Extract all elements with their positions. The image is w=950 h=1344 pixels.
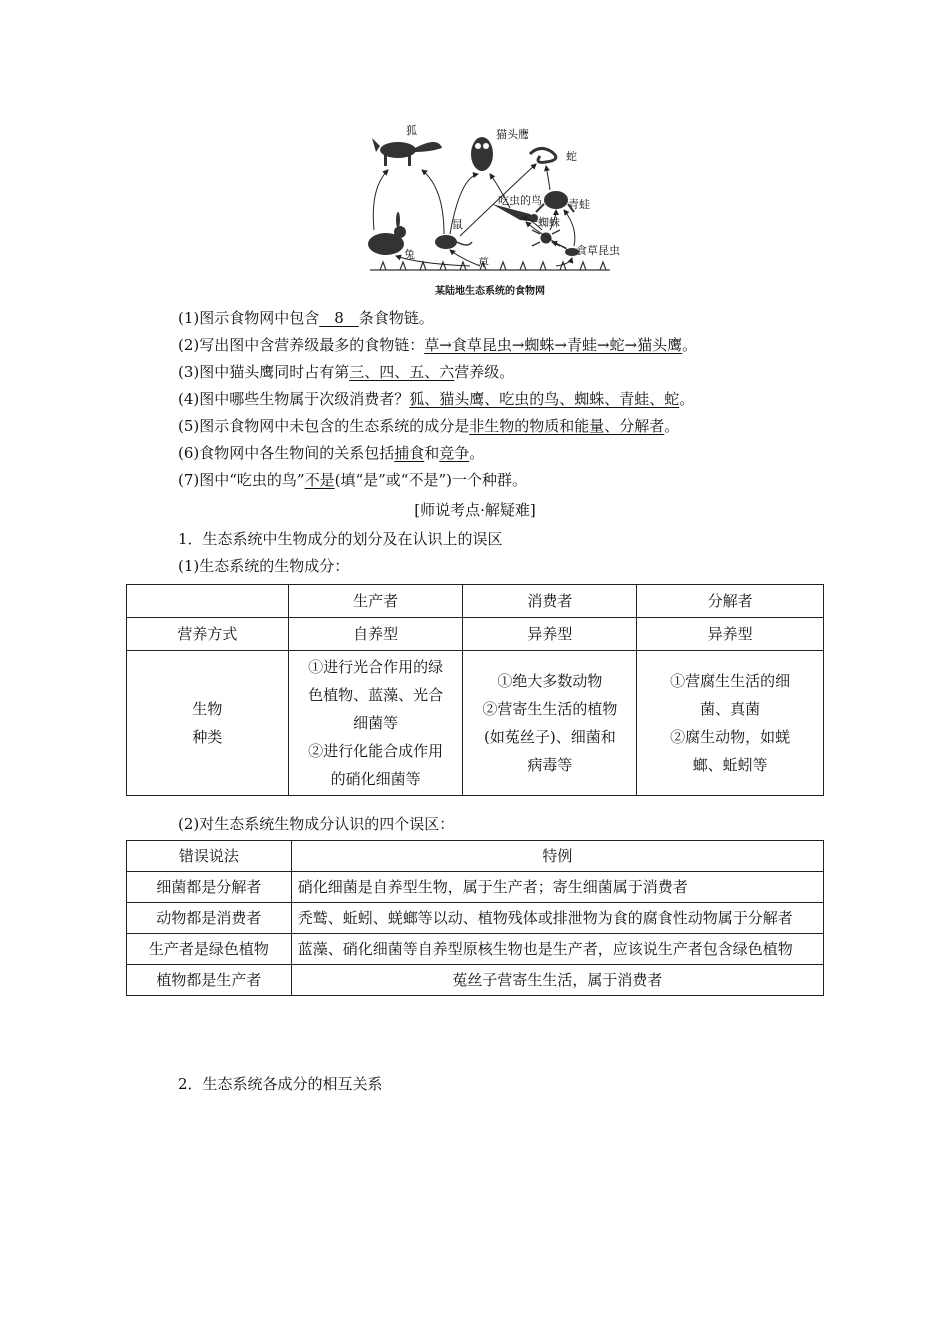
cell-line: ①绝大多数动物	[497, 672, 603, 690]
question-3	[178, 361, 514, 383]
table-header-row	[127, 585, 824, 618]
section-title: [师说考点·解疑难]	[414, 501, 536, 519]
grass-icon	[370, 262, 610, 270]
label-owl: 猫头鹰	[496, 128, 529, 141]
table-cell: 细菌都是分解者	[127, 872, 292, 903]
misconceptions-table	[126, 840, 824, 996]
heading-2: 2．生态系统各成分的相互关系	[178, 1075, 383, 1093]
question-text: 。	[679, 390, 695, 408]
table-row	[127, 903, 824, 934]
answer: 8	[319, 309, 359, 327]
cell-line: 病毒等	[527, 756, 573, 774]
question-text: 。	[469, 444, 485, 462]
table-cell: 分解者	[637, 585, 824, 618]
question-text: (2)写出图中含营养级最多的食物链：	[178, 336, 425, 354]
answer: 狐、猫头鹰、吃虫的鸟、蜘蛛、青蛙、蛇	[409, 390, 680, 408]
answer: 捕食	[394, 444, 425, 462]
table-cell: 硝化细菌是自养型生物，属于生产者；寄生细菌属于消费者	[291, 872, 823, 903]
subheading-2: (2)对生态系统生物成分认识的四个误区：	[178, 815, 455, 833]
table-cell	[127, 651, 289, 796]
table-cell: 自养型	[288, 618, 463, 651]
cell-line: 细菌等	[353, 714, 399, 732]
question-text: 。	[664, 417, 680, 435]
table-cell: 错误说法	[127, 841, 292, 872]
table-row	[127, 934, 824, 965]
table-cell: 特例	[291, 841, 823, 872]
cell-line: ②营寄生生活的植物	[482, 700, 618, 718]
mouse-icon	[435, 235, 472, 249]
cell-line: ②进行化能合成作用	[308, 742, 444, 760]
cell-line: ①进行光合作用的绿	[308, 658, 444, 676]
question-5	[178, 415, 679, 437]
cell-line: 螂、蚯蚓等	[692, 756, 768, 774]
question-text: (7)图中“吃虫的鸟”	[178, 471, 305, 489]
label-bird: 吃虫的鸟	[498, 194, 542, 207]
table-cell: 生产者是绿色植物	[127, 934, 292, 965]
question-text: 营养级。	[454, 363, 515, 381]
question-text: (6)食物网中各生物间的关系包括	[178, 444, 395, 462]
question-text: (4)图中哪些生物属于次级消费者？	[178, 390, 410, 408]
food-web-diagram	[360, 118, 620, 308]
table-cell: 营养方式	[127, 618, 289, 651]
cell-line: (如菟丝子)、细菌和	[484, 728, 616, 746]
table-header-row	[127, 841, 824, 872]
fox-icon	[372, 138, 442, 166]
biotic-components-table	[126, 584, 824, 796]
row-label: 生物	[192, 700, 223, 718]
row-label: 种类	[192, 728, 223, 746]
question-text: (1)图示食物网中包含	[178, 309, 320, 327]
decomposer-cell	[637, 651, 824, 796]
heading-1: 1．生态系统中生物成分的划分及在认识上的误区	[178, 530, 503, 548]
answer: 不是	[304, 471, 335, 489]
cell-line: 的硝化细菌等	[330, 770, 421, 788]
table-row	[127, 618, 824, 651]
question-text: (5)图示食物网中未包含的生态系统的成分是	[178, 417, 470, 435]
table-cell: 菟丝子营寄生生活，属于消费者	[291, 965, 823, 996]
table-cell: 异养型	[637, 618, 824, 651]
producer-cell	[288, 651, 463, 796]
label-rabbit: 兔	[404, 248, 415, 261]
food-web-figure	[360, 118, 620, 308]
table-cell: 秃鹫、蚯蚓、蜣螂等以动、植物残体或排泄物为食的腐食性动物属于分解者	[291, 903, 823, 934]
question-text: 。	[682, 336, 698, 354]
label-spider: 蜘蛛	[538, 216, 560, 229]
answer: 三、四、五、六	[349, 363, 455, 381]
subheading-1: (1)生态系统的生物成分：	[178, 557, 350, 575]
label-mouse: 鼠	[452, 218, 463, 231]
answer: 非生物的物质和能量、分解者	[469, 417, 665, 435]
table-cell: 动物都是消费者	[127, 903, 292, 934]
cell-line: 色植物、蓝藻、光合	[308, 686, 444, 704]
question-7	[178, 469, 527, 491]
answer: 草→食草昆虫→蜘蛛→青蛙→蛇→猫头鹰	[424, 336, 683, 354]
label-grass: 草	[478, 256, 489, 269]
table-row	[127, 965, 824, 996]
question-1	[178, 307, 434, 329]
table-cell: 蓝藻、硝化细菌等自养型原核生物也是生产者，应该说生产者包含绿色植物	[291, 934, 823, 965]
label-frog: 青蛙	[568, 198, 590, 211]
question-text: (3)图中猫头鹰同时占有第	[178, 363, 350, 381]
table-row	[127, 651, 824, 796]
cell-line: ②腐生动物，如蜣	[670, 728, 791, 746]
table-cell	[127, 585, 289, 618]
question-text: 条食物链。	[358, 309, 434, 327]
answer: 竞争	[439, 444, 470, 462]
label-insect: 食草昆虫	[576, 244, 620, 257]
cell-line: 菌、真菌	[700, 700, 761, 718]
label-fox: 狐	[406, 124, 417, 137]
table-cell: 生产者	[288, 585, 463, 618]
question-2	[178, 334, 697, 356]
snake-icon	[530, 148, 556, 162]
figure-caption: 某陆地生态系统的食物网	[435, 286, 545, 297]
table-cell: 异养型	[463, 618, 637, 651]
label-snake: 蛇	[566, 150, 577, 163]
table-row	[127, 872, 824, 903]
consumer-cell	[463, 651, 637, 796]
owl-icon	[471, 137, 493, 171]
table-cell: 植物都是生产者	[127, 965, 292, 996]
question-text: (填“是”或“不是”)一个种群。	[334, 471, 527, 489]
question-4	[178, 388, 694, 410]
question-text: 和	[424, 444, 440, 462]
question-6	[178, 442, 484, 464]
cell-line: ①营腐生生活的细	[670, 672, 791, 690]
table-cell: 消费者	[463, 585, 637, 618]
